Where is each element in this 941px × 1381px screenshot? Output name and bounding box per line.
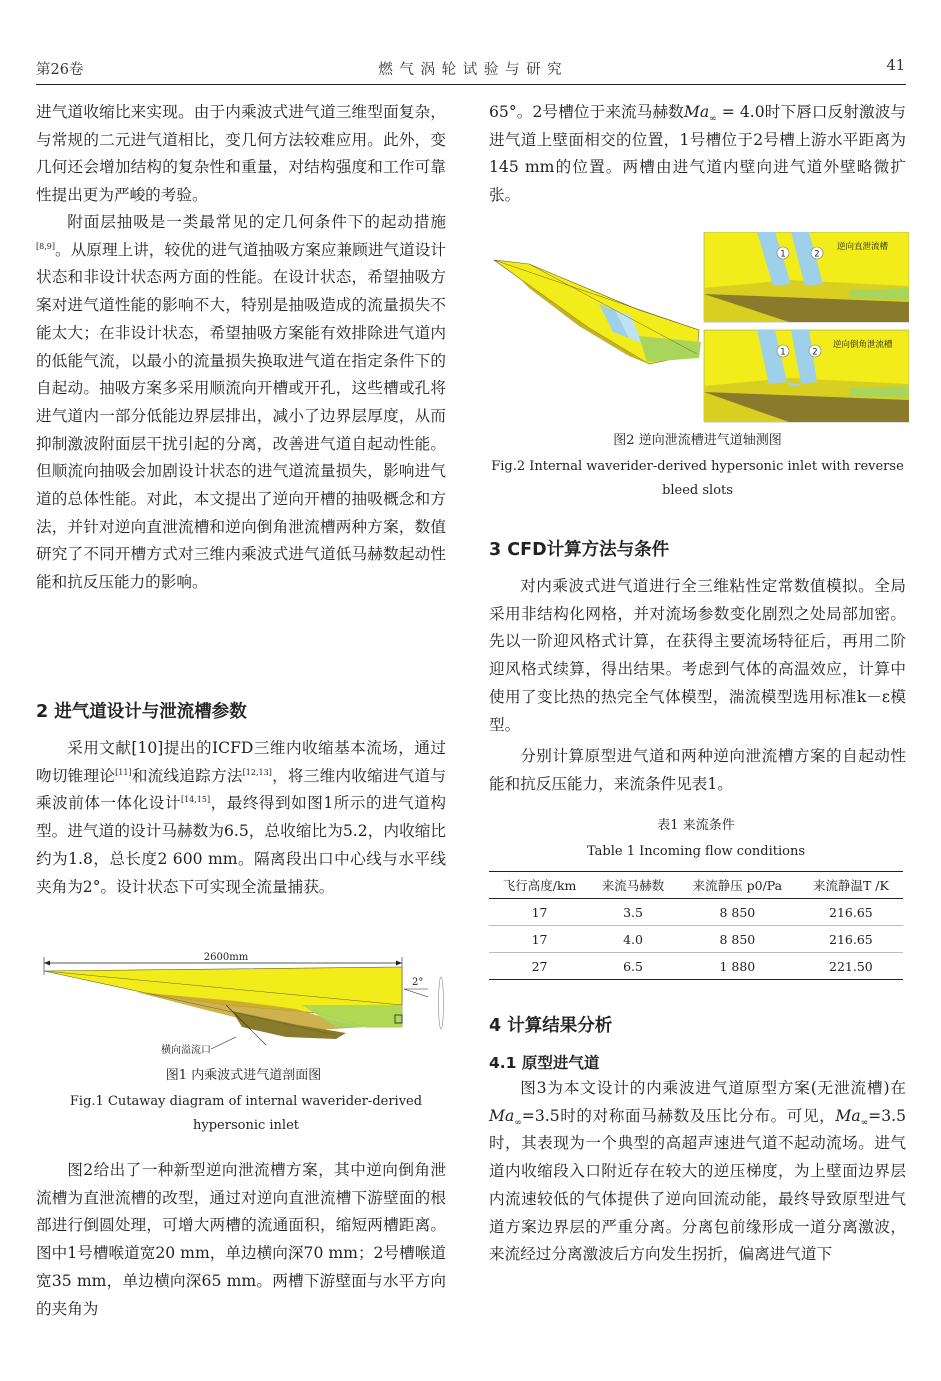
fig2-bottom-slot2: 2 (812, 347, 818, 358)
figure-2-axonometric (489, 232, 909, 427)
figure-1-caption-en: Fig.1 Cutaway diagram of internal waverider-derived hypersonic inlet (69, 1094, 423, 1133)
paragraph-inlet-design: 采用文献[10]提出的ICFD三维内收缩基本流场，通过吻切锥理论[11]和流线追踪方法[12,13]，将三维内收缩进气道与乘波前体一体化设计[14,15]，最终得到如图1所示的进气道构型。进气道的设计马赫数为6.5，总收缩比为5.2，内收缩比约为1.8，总长度2 600 mm。隔离段出口中心线与水平线夹角为2°。设计状态下可实现全流量捕获。 (36, 739, 446, 896)
page-number: 41 (886, 58, 905, 74)
figure-2-caption-en: Fig.2 Internal waverider-derived hypersonic inlet with reverse bleed slots (491, 459, 904, 498)
col-mach: 来流马赫数 (590, 872, 676, 899)
paragraph-reverse-bleed-slots: 图2给出了一种新型逆向泄流槽方案，其中逆向倒角泄流槽为直泄流槽的改型，通过对逆向直泄流槽下游壁面的根部进行倒圆处理，可增大两槽的流通面积，缩短两槽距离。图中1号槽喉道宽20 mm，单边横向深70 mm；2号槽喉道宽35 mm，单边横向深65 mm。两槽下游壁面与水平方向的夹角为 (36, 1161, 446, 1318)
figure-2-caption-cn: 图2 逆向泄流槽进气道轴测图 (613, 433, 782, 448)
fig2-label-chamfered: 逆向倒角泄流槽 (833, 340, 893, 350)
fig1-lateral-spill-label: 横向溢流口 (161, 1045, 211, 1056)
paragraph-calc-conditions: 分别计算原型进气道和两种逆向泄流槽方案的自起动性能和抗反压能力，来流条件见表1。 (489, 747, 906, 793)
running-header-journal: 燃 气 涡 轮 试 验 与 研 究 (378, 62, 563, 78)
table-row: 17 3.5 8 850 216.65 (489, 899, 903, 926)
fig2-top-slot1: 1 (780, 249, 786, 260)
citation-11[interactable]: [11] (115, 767, 132, 777)
figure-1-cutaway (36, 945, 451, 1060)
section-4-heading: 4 计算结果分析 (489, 1016, 613, 1036)
fig2-label-straight: 逆向直泄流槽 (837, 242, 889, 252)
fig1-length-label: 2600mm (203, 952, 249, 963)
col-static-temperature: 来流静温T /K (799, 872, 903, 899)
table-header-row (489, 872, 903, 899)
fig2-bottom-slot1: 1 (780, 347, 786, 358)
section-3-heading: 3 CFD计算方法与条件 (489, 540, 670, 560)
table-row: 27 6.5 1 880 221.50 (489, 953, 903, 980)
citation-12-13[interactable]: [12,13] (242, 767, 272, 777)
figure-1-caption-cn: 图1 内乘波式进气道剖面图 (165, 1068, 322, 1083)
paragraph-slot-position: 65°。2号槽位于来流马赫数$Ma_\infty = 4.0$时下唇口反射激波与进气道上壁面相交的位置，1号槽位于2号槽上游水平距离为145 mm的位置。两槽由进气道内壁向进气道外壁略微扩张。 (489, 103, 907, 205)
paragraph-cfd-method: 对内乘波式进气道进行全三维粘性定常数值模拟。全局采用非结构化网格，并对流场参数变化剧烈之处局部加密。先以一阶迎风格式计算，在获得主要流场特征后，再用二阶迎风格式续算，得出结果。考虑到气体的高温效应，计算中使用了变比热的热完全气体模型，湍流模型选用标准k－ε模型。 (489, 577, 906, 734)
incoming-flow-table (489, 871, 903, 980)
col-altitude: 飞行高度/km (489, 872, 590, 899)
section-2-heading: 2 进气道设计与泄流槽参数 (36, 702, 247, 722)
fig1-angle-label: 2° (412, 977, 424, 988)
running-header-volume: 第26卷 (36, 62, 84, 78)
paragraph-boundary-layer-suction: 附面层抽吸是一类最常见的定几何条件下的起动措施[8,9]。从原理上讲，较优的进气道抽吸方案应兼顾进气道设计状态和非设计状态两方面的性能。在设计状态，希望抽吸方案对进气道性能的影响不大，特别是抽吸造成的流量损失不能太大；在非设计状态，希望抽吸方案能有效排除进气道内的低能气流，以最小的流量损失换取进气道在指定条件下的自起动。抽吸方案多采用顺流向开槽或开孔，这些槽或孔将进气道内一部分低能边界层排出，减小了边界层厚度，从而抑制激波附面层干扰引起的分离，改善进气道自起动性能。但顺流向抽吸会加剧设计状态的进气道流量损失，影响进气道的总体性能。对此，本文提出了逆向开槽的抽吸概念和方法，并针对逆向直泄流槽和逆向倒角泄流槽两种方案，数值研究了不同开槽方式对三维内乘波式进气道低马赫数起动性能和抗反压能力的影响。 (36, 213, 446, 592)
col-static-pressure: 来流静压 p0/Pa (676, 872, 799, 899)
table-1-caption-en: Table 1 Incoming flow conditions (586, 844, 806, 859)
paragraph-variable-geometry: 进气道收缩比来实现。由于内乘波式进气道三维型面复杂，与常规的二元进气道相比，变几何方法较难应用。此外，变几何还会增加结构的复杂性和重量，对结构强度和工作可靠性提出更为严峻的考验。 (36, 103, 446, 205)
table-row: 17 4.0 8 850 216.65 (489, 926, 903, 953)
table-1-caption-cn: 表1 来流条件 (657, 818, 735, 833)
citation-14-15[interactable]: [14,15] (180, 795, 211, 805)
section-4-1-heading: 4.1 原型进气道 (489, 1054, 600, 1072)
fig2-top-slot2: 2 (814, 249, 820, 260)
header-rule (36, 84, 906, 85)
paragraph-prototype-inlet: 图3为本文设计的内乘波进气道原型方案(无泄流槽)在$Ma_\infty=3.5$时的对称面马赫数及压比分布。可见，$Ma_\infty=3.5$时，其表现为一个典型的高超声速进气道不起动流场。进气道内收缩段入口附近存在较大的逆压梯度，为上壁面边界层内流速较低的气体提供了逆向回流动能，最终导致原型进气道方案边界层的严重分离。分离包前缘形成一道分离激波，来流经过分离激波后方向发生拐折，偏离进气道下 (489, 1079, 906, 1264)
citation-8-9[interactable]: [8,9] (36, 241, 55, 251)
